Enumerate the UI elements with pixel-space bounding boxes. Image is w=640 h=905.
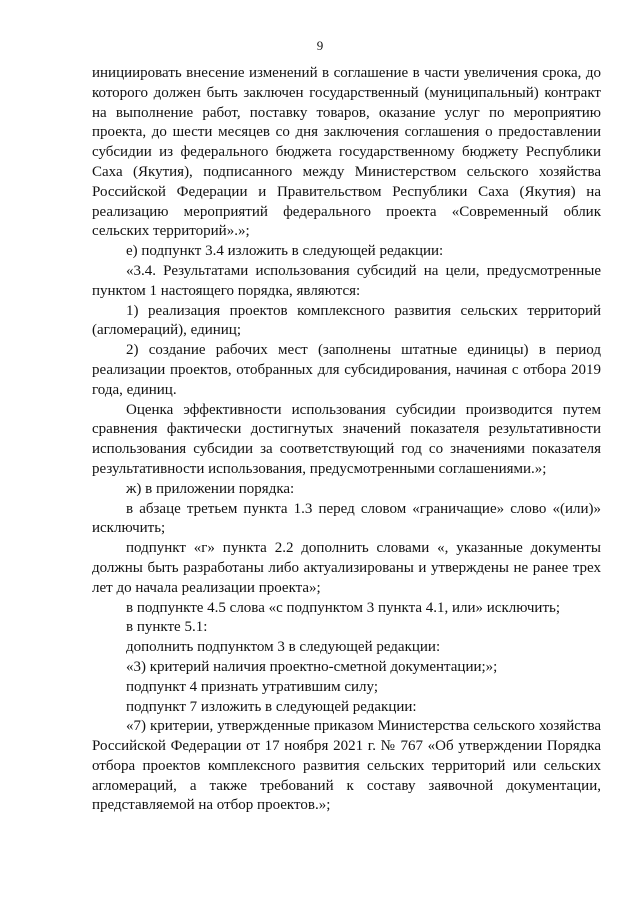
paragraph-clause-5-1: в пункте 5.1: (126, 619, 208, 636)
paragraph-item-e: е) подпункт 3.4 изложить в следующей редакции: (126, 243, 444, 260)
paragraph-item-zh: ж) в приложении порядка: (126, 480, 295, 497)
paragraph-continuation: инициировать внесение изменений в соглашение в части увеличения срока, до которого должен быть заключен государственный (муниципальный) контракт на выполнение работ, поставку товаров, оказание услуг по мероприятию проекта, до шести месяцев со дня заключения соглашения о предоставлении субсидии из федерального бюджета государственному бюджету Республики Саха (Якутия), подписанного между Министерством сельского хозяйства Российской Федерации и Правительством Республики Саха (Якутия) на реализацию мероприятий федерального проекта «Современный облик сельских территорий».»; (92, 65, 601, 240)
paragraph-sub-7-text: «7) критерии, утвержденные приказом Министерства сельского хозяйства Российской Федерации от 17 ноября 2021 г. № 767 «Об утверждении Порядка отбора проектов комплексного развития сельских территорий или сельских агломераций, а также требований к составу заявочной документации, представляемой на отбор проектов.»; (92, 718, 601, 814)
paragraph-efficiency: Оценка эффективности использования субсидии производится путем сравнения фактически достигнутых значений показателя результативности использования субсидии за соответствующий год со значениями показателя результативности использования, предусмотренными соглашениями.»; (92, 401, 601, 477)
page-number: 9 (316, 38, 324, 53)
paragraph-clause-1-3: в абзаце третьем пункта 1.3 перед словом «граничащие» слово «(или)» исключить; (92, 500, 601, 537)
paragraph-add-sub-3: дополнить подпунктом 3 в следующей редакции: (126, 639, 441, 656)
paragraph-3-4: «3.4. Результатами использования субсидий на цели, предусмотренные пунктом 1 настоящего порядка, являются: (92, 262, 601, 299)
paragraph-result-1: 1) реализация проектов комплексного развития сельских территорий (агломераций), единиц; (92, 302, 601, 339)
paragraph-result-2: 2) создание рабочих мест (заполнены штатные единицы) в период реализации проектов, отобранных для субсидирования, начиная с отбора 2019 года, единиц. (92, 342, 601, 398)
paragraph-sub-7: подпункт 7 изложить в следующей редакции: (126, 698, 417, 715)
paragraph-clause-4-5: в подпункте 4.5 слова «с подпунктом 3 пункта 4.1, или» исключить; (126, 599, 561, 616)
paragraph-clause-2-2: подпункт «г» пункта 2.2 дополнить словами «, указанные документы должны быть разработаны либо актуализированы и утверждены не ранее трех лет до начала реализации проекта»; (92, 540, 601, 596)
paragraph-sub-4: подпункт 4 признать утратившим силу; (126, 678, 378, 695)
paragraph-sub-3-text: «3) критерий наличия проектно-сметной документации;»; (126, 658, 498, 675)
document-body (92, 64, 601, 816)
